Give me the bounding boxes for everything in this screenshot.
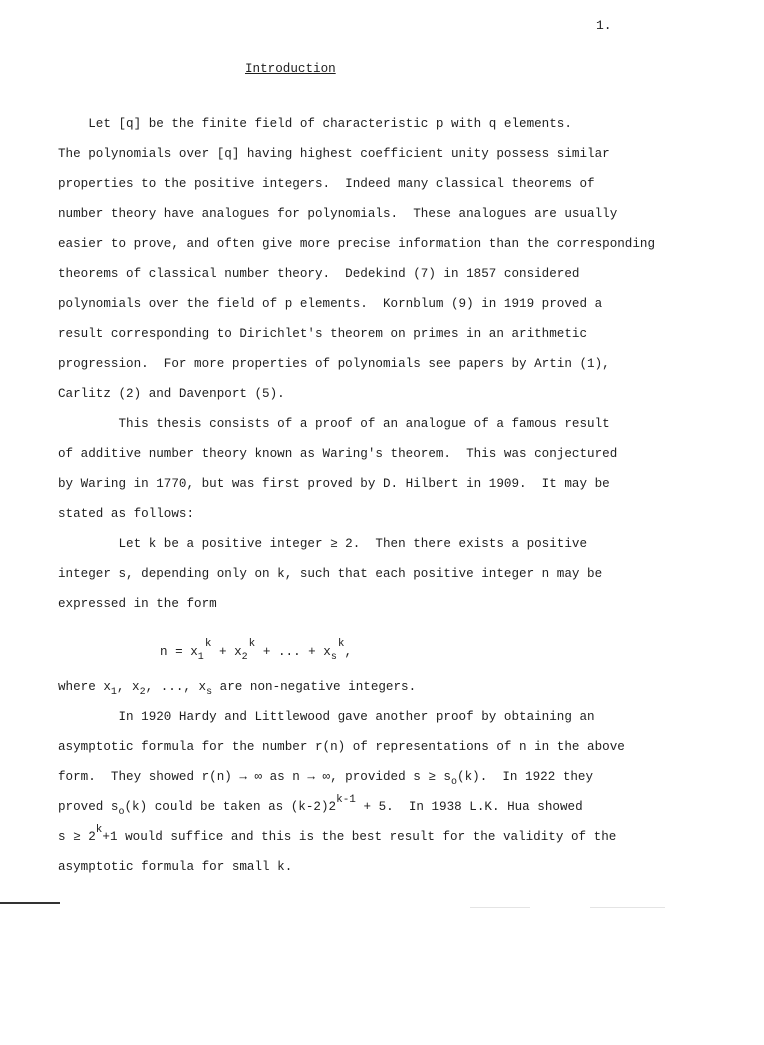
text-line: proved $s_o(k)$ could be taken as (k-2)2k-1 + 5. In 1938 L.K. Hua showed bbox=[58, 794, 583, 818]
scan-mark bbox=[0, 902, 60, 904]
text-line: properties to the positive integers. Indeed many classical theorems of bbox=[58, 177, 595, 191]
text-line: integer s, depending only on k, such that each positive integer n may be bbox=[58, 567, 603, 581]
text-line: form. They showed r(n) → ∞ as n → ∞, provided $s \ge s_o(k)$. In 1922 they bbox=[58, 770, 594, 788]
text-line: theorems of classical number theory. Dedekind (7) in 1857 considered bbox=[58, 267, 580, 281]
page-number: 1. bbox=[596, 18, 612, 33]
text-line: asymptotic formula for the number r(n) of representations of n in the above bbox=[58, 740, 625, 754]
text-line: by Waring in 1770, but was first proved by D. Hilbert in 1909. It may be bbox=[58, 477, 610, 491]
text-line: polynomials over the field of p elements. Kornblum (9) in 1919 proved a bbox=[58, 297, 603, 311]
text-line: result corresponding to Dirichlet's theorem on primes in an arithmetic bbox=[58, 327, 588, 341]
text-line: stated as follows: bbox=[58, 507, 195, 521]
text-line: progression. For more properties of polynomials see papers by Artin (1), bbox=[58, 357, 610, 371]
text-line: where $x_1$, $x_2$, ..., $x_s$ are non-negative integers. bbox=[58, 680, 417, 698]
text-line: This thesis consists of a proof of an analogue of a famous result bbox=[58, 417, 610, 431]
text-line: expressed in the form bbox=[58, 597, 217, 611]
section-title: Introduction bbox=[245, 62, 336, 76]
text-line: s ≥ 2k+1 would suffice and this is the best result for the validity of the bbox=[58, 824, 617, 844]
text-line: number theory have analogues for polynomials. These analogues are usually bbox=[58, 207, 618, 221]
waring-formula: $n = x_1k + x_2k$ + ... + $x_sk$, bbox=[160, 638, 353, 663]
text-line: Let k be a positive integer ≥ 2. Then there exists a positive bbox=[58, 537, 588, 551]
text-line: of additive number theory known as Waring's theorem. This was conjectured bbox=[58, 447, 618, 461]
text-line: easier to prove, and often give more precise information than the corresponding bbox=[58, 237, 656, 251]
scan-mark bbox=[470, 907, 530, 908]
scan-mark bbox=[590, 907, 665, 908]
text-line: Let [q] be the finite field of characteristic p with q elements. bbox=[58, 117, 572, 131]
text-line: The polynomials over [q] having highest coefficient unity possess similar bbox=[58, 147, 610, 161]
text-line: asymptotic formula for small k. bbox=[58, 860, 293, 874]
text-line: Carlitz (2) and Davenport (5). bbox=[58, 387, 285, 401]
text-line: In 1920 Hardy and Littlewood gave another proof by obtaining an bbox=[58, 710, 595, 724]
